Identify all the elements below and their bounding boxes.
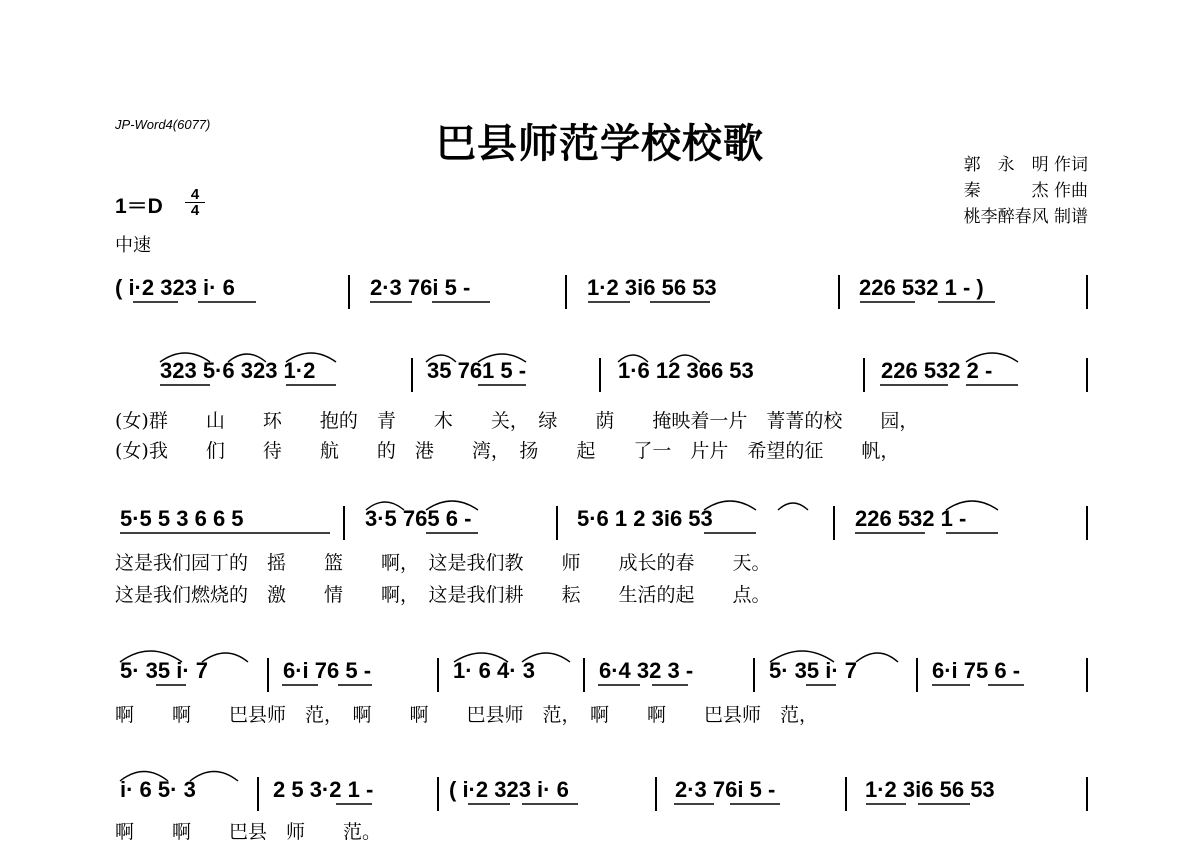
measure: 2 5 3·2 1 - [273,777,374,802]
measure: 1·2 3i6 56 53 [865,777,995,802]
measure: 5·5 5 3 6 6 5 [120,506,244,531]
tempo-marking: 中速 [115,235,151,256]
barline [845,777,847,811]
notation-credit: 桃李醉春风 制谱 [963,207,1088,227]
measure: 226 532 1 - [855,506,967,531]
measure: 226 532 2 - [881,358,993,383]
lyric-verse-1: 这是我们园丁的 摇 篮 啊， 这是我们教 师 成长的春 天。 [115,552,771,574]
barline [437,777,439,811]
barline [753,658,755,692]
barline [863,358,865,392]
barline [1086,275,1088,309]
measure: 323 5·6 323 1·2 [160,358,316,383]
song-title: 巴县师范学校校歌 [436,121,764,167]
measure: 35 761 5 - [427,358,527,383]
measure: 5·6 1 2 3i6 53 [577,506,713,531]
measure: 1·2 3i6 56 53 [587,275,717,300]
barline [556,506,558,540]
barline [343,506,345,540]
notation-row [115,275,1088,335]
measure: ( i·2 323 i· 6 [449,777,569,802]
barline [348,275,350,309]
measure: 5· 35 i· 7 [769,658,858,683]
barline [257,777,259,811]
software-source-label: JP-Word4(6077) [115,117,211,132]
lyric-refrain: 啊 啊 巴县师 范， 啊 啊 巴县师 范， 啊 啊 巴县师 范， [115,704,819,726]
measure: 2·3 76i 5 - [675,777,776,802]
time-signature [185,187,205,218]
key-signature: 1＝D [115,195,163,218]
barline [1086,658,1088,692]
time-signature-top: 4 [185,187,205,203]
measure: 6·4 32 3 - [599,658,694,683]
barline [599,358,601,392]
measure: 6·i 76 5 - [283,658,372,683]
measure: 1·6 12 366 53 [618,358,754,383]
barline [1086,506,1088,540]
barline [565,275,567,309]
barline [838,275,840,309]
barline [655,777,657,811]
lyricist-credit: 郭 永 明 作词 [963,155,1088,175]
barline [1086,358,1088,392]
measure: 226 532 1 - ) [859,275,984,300]
barline [411,358,413,392]
barline [437,658,439,692]
lyric-verse-1: (女)群 山 环 抱的 青 木 关， 绿 荫 掩映着一片 菁菁的校 园， [115,410,919,432]
lyric-verse-2: (女)我 们 待 航 的 港 湾， 扬 起 了一 片片 希望的征 帆， [115,440,900,462]
measure: ( i·2 323 i· 6 [115,275,235,300]
measure: 1· 6 4· 3 [453,658,535,683]
barline [1086,777,1088,811]
measure: 5· 35 i· 7 [120,658,209,683]
measure: i· 6 5· 3 [120,777,196,802]
measure: 3·5 765 6 - [365,506,472,531]
barline [833,506,835,540]
barline [583,658,585,692]
lyric-ending: 啊 啊 巴县 师 范。 [115,821,382,843]
barline [267,658,269,692]
measure: 2·3 76i 5 - [370,275,471,300]
measure: 6·i 75 6 - [932,658,1021,683]
composer-credit: 秦 杰 作曲 [963,181,1088,201]
barline [916,658,918,692]
lyric-verse-2: 这是我们燃烧的 激 情 啊， 这是我们耕 耘 生活的起 点。 [115,584,771,606]
time-signature-bottom: 4 [190,202,200,219]
